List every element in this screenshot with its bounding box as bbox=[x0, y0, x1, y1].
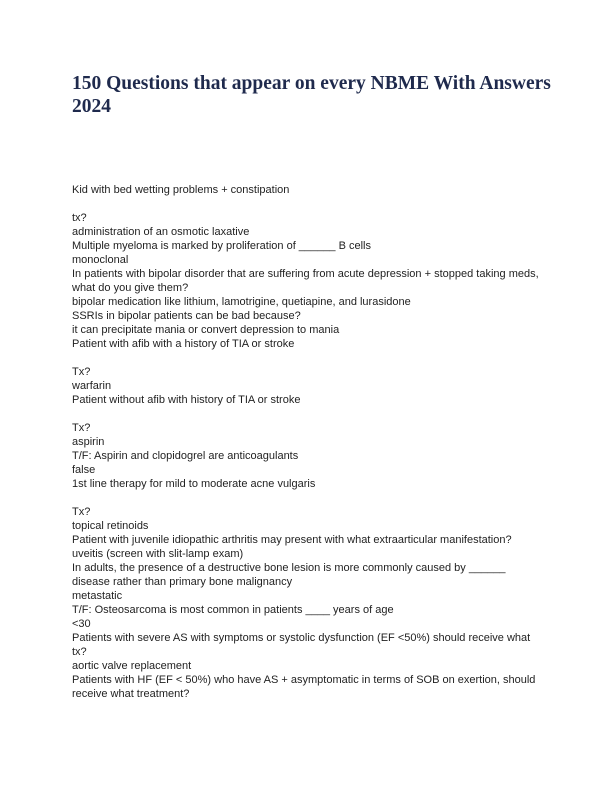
text-line: In patients with bipolar disorder that are suffering from acute depression + stopped taking meds, what do you give them? bbox=[72, 268, 539, 294]
text-line: Patient with afib with a history of TIA or stroke bbox=[72, 338, 295, 350]
text-line: uveitis (screen with slit-lamp exam) bbox=[72, 548, 244, 560]
blank-line bbox=[72, 197, 546, 211]
text-line: SSRIs in bipolar patients can be bad because? bbox=[72, 310, 301, 322]
text-line: In adults, the presence of a destructive bone lesion is more commonly caused by ______ disease rather than primary bone malignancy bbox=[72, 562, 506, 588]
text-line: tx? bbox=[72, 212, 87, 224]
text-line: Tx? bbox=[72, 422, 91, 434]
text-line: it can precipitate mania or convert depression to mania bbox=[72, 324, 340, 336]
text-line: false bbox=[72, 464, 96, 476]
text-line: <30 bbox=[72, 618, 91, 630]
document-title: 150 Questions that appear on every NBME With Answers 2024 bbox=[72, 73, 551, 117]
text-line: Patient without afib with history of TIA or stroke bbox=[72, 394, 301, 406]
text-line: topical retinoids bbox=[72, 520, 149, 532]
text-line: bipolar medication like lithium, lamotrigine, quetiapine, and lurasidone bbox=[72, 296, 411, 308]
text-line: Multiple myeloma is marked by proliferation of ______ B cells bbox=[72, 240, 371, 252]
text-line: Tx? bbox=[72, 366, 91, 378]
text-line: monoclonal bbox=[72, 254, 129, 266]
text-line: Patients with HF (EF < 50%) who have AS + asymptomatic in terms of SOB on exertion, should receive what treatment? bbox=[72, 674, 536, 700]
text-line: T/F: Aspirin and clopidogrel are anticoagulants bbox=[72, 450, 299, 462]
text-line: Kid with bed wetting problems + constipation bbox=[72, 184, 290, 196]
text-line: aspirin bbox=[72, 436, 105, 448]
text-line: warfarin bbox=[72, 380, 112, 392]
text-line: Patients with severe AS with symptoms or systolic dysfunction (EF <50%) should receive what tx? bbox=[72, 632, 531, 658]
text-line: 1st line therapy for mild to moderate acne vulgaris bbox=[72, 478, 316, 490]
text-line: metastatic bbox=[72, 590, 123, 602]
blank-line bbox=[72, 491, 546, 505]
text-line: T/F: Osteosarcoma is most common in patients ____ years of age bbox=[72, 604, 394, 616]
text-line: Patient with juvenile idiopathic arthritis may present with what extraarticular manifestation? bbox=[72, 534, 512, 546]
document-body bbox=[72, 183, 546, 701]
text-line: administration of an osmotic laxative bbox=[72, 226, 250, 238]
text-line: aortic valve replacement bbox=[72, 660, 192, 672]
blank-line bbox=[72, 407, 546, 421]
blank-line bbox=[72, 351, 546, 365]
text-line: Tx? bbox=[72, 506, 91, 518]
